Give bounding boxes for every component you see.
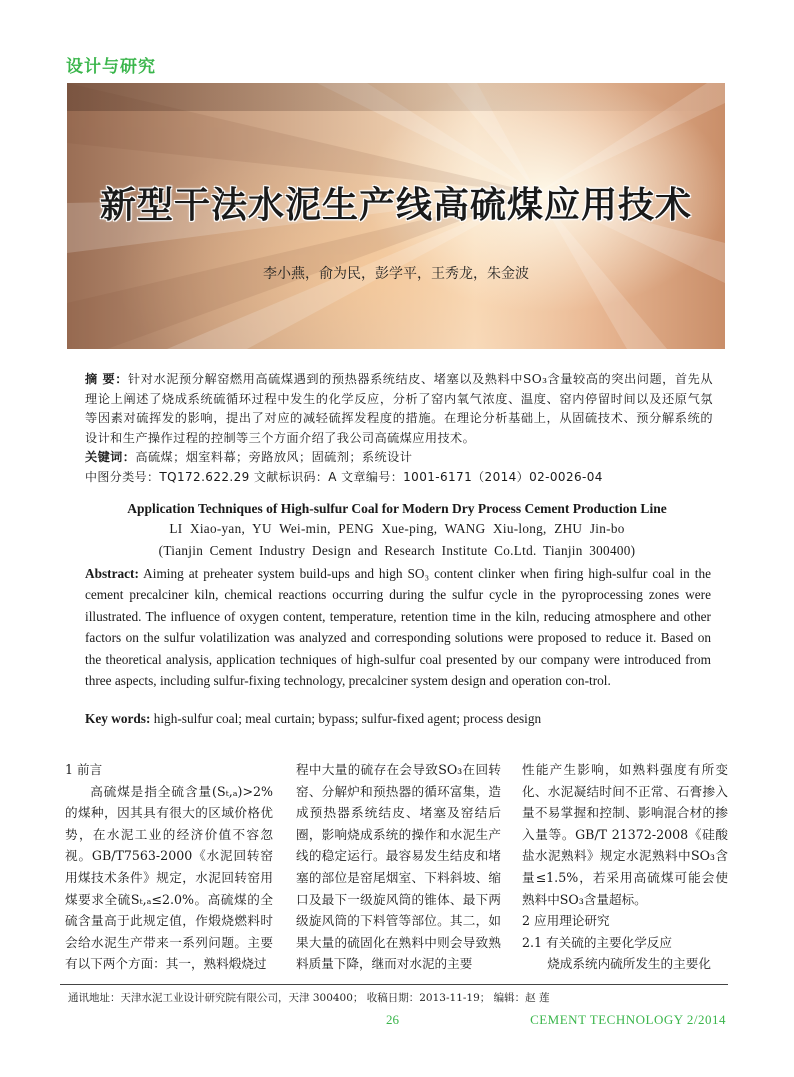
footnote-divider: [60, 984, 728, 985]
body-paragraph: 程中大量的硫存在会导致SO₃在回转窑、分解炉和预热器的循环富集，造成预热器系统结皮、堵塞及窑结后圈，影响烧成系统的操作和水泥生产线的稳定运行。最容易发生结皮和堵塞的部位是窑尾烟室、下料斜坡、缩口及最下一级旋风筒的锥体、最下两级旋风筒的下料管等部位。其二，如果大量的硫固化在熟料中则会导致熟料质量下降，继而对水泥的主要: [296, 762, 501, 972]
english-affiliation: (Tianjin Cement Industry Design and Research Institute Co.Ltd. Tianjin 300400): [158, 543, 636, 558]
title-banner: [67, 83, 725, 349]
footnote: 通讯地址：天津水泥工业设计研究院有限公司，天津 300400； 收稿日期：2013-11-19； 编辑：赵 莲: [68, 992, 550, 1004]
journal-name: CEMENT TECHNOLOGY 2/2014: [530, 1012, 726, 1027]
english-abstract-label: Abstract:: [85, 566, 139, 581]
english-abstract-text: Aiming at preheater system build-ups and high SO₃ content clinker when firing high-sulfur coal in the cement precalciner kiln, chemical reactions occurring during the sulfur cycle in the pyroprocessing zones were illustrated. The influence of oxygen content, temperature, retention time in the kiln, reducing atmosphere and other factors on the sulfur volatilization was analyzed and corresponding solutions were proposed to reduce it. Based on the theoretical analysis, application techniques of high-sulfur coal presented by our company were introduced from three aspects, including sulfur-fixing technology, precalciner system design and operation con-trol.: [85, 566, 712, 689]
abstract-label: 摘 要：: [85, 372, 129, 386]
english-keywords: [85, 711, 711, 727]
abstract-text: 针对水泥预分解窑燃用高硫煤遇到的预热器系统结皮、堵塞以及熟料中SO₃含量较高的突出问题，首先从理论上阐述了烧成系统硫循环过程中发生的化学反应，分析了窑内氧气浓度、温度、窑内停留时间以及还原气氛等因素对硫挥发的影响，提出了对应的减轻硫挥发程度的措施。在理论分析基础上，从固硫技术、预分解系统的设计和生产操作过程的控制等三个方面介绍了我公司高硫煤应用技术。: [85, 372, 713, 445]
section-heading-theory: 2 应用理论研究: [522, 913, 610, 929]
classification-line: 中图分类号：TQ172.622.29 文献标识码：A 文章编号：1001-6171（2014）02-0026-04: [85, 469, 603, 484]
body-paragraph: 烧成系统内硫所发生的主要化: [547, 956, 711, 972]
author-list: 李小燕，俞为民，彭学平，王秀龙，朱金波: [263, 266, 529, 282]
banner-top-stripe: [67, 83, 725, 111]
english-keywords-label: Key words:: [85, 711, 151, 726]
keywords-text: 高硫煤；烟室料幕；旁路放风；固硫剂；系统设计: [135, 450, 413, 464]
subsection-heading-reactions: 2.1 有关硫的主要化学反应: [522, 934, 672, 950]
keywords-label: 关键词：: [85, 450, 136, 464]
english-authors: LI Xiao-yan, YU Wei-min, PENG Xue-ping, WANG Xiu-long, ZHU Jin-bo: [169, 521, 625, 536]
body-column-2: [296, 759, 501, 975]
english-title: Application Techniques of High-sulfur Coal for Modern Dry Process Cement Production Line: [127, 501, 667, 516]
section-label: 设计与研究: [66, 57, 156, 77]
english-abstract: [85, 563, 711, 691]
body-paragraph: 高硫煤是指全硫含量(Sₜ,ₐ)>2%的煤种，因其具有很大的区域价格优势，在水泥工业的经济价值不容忽视。GB/T7563-2000《水泥回转窑用煤技术条件》规定，水泥回转窑用煤要求全硫Sₜ,ₐ≤2.0%。高硫煤的全硫含量高于此规定值，作煅烧燃料时会给水泥生产带来一系列问题。主要有以下两个方面：其一，熟料煅烧过: [65, 783, 273, 972]
body-paragraph: 性能产生影响，如熟料强度有所变化、水泥凝结时间不正常、石膏掺入量不易掌握和控制、影响混合材的掺入量等。GB/T 21372-2008《硅酸盐水泥熟料》规定水泥熟料中SO₃含量≤1.5%，若采用高硫煤可能会使熟料中SO₃含量超标。: [522, 762, 728, 907]
body-column-1: [65, 759, 273, 975]
section-heading-introduction: 1 前言: [65, 762, 103, 777]
english-keywords-text: high-sulfur coal; meal curtain; bypass; sulfur-fixed agent; process design: [153, 711, 542, 726]
article-title: 新型干法水泥生产线高硫煤应用技术: [99, 185, 692, 226]
body-column-3: [522, 759, 728, 975]
abstract-chinese: [85, 370, 713, 487]
page-number: 26: [386, 1012, 399, 1027]
